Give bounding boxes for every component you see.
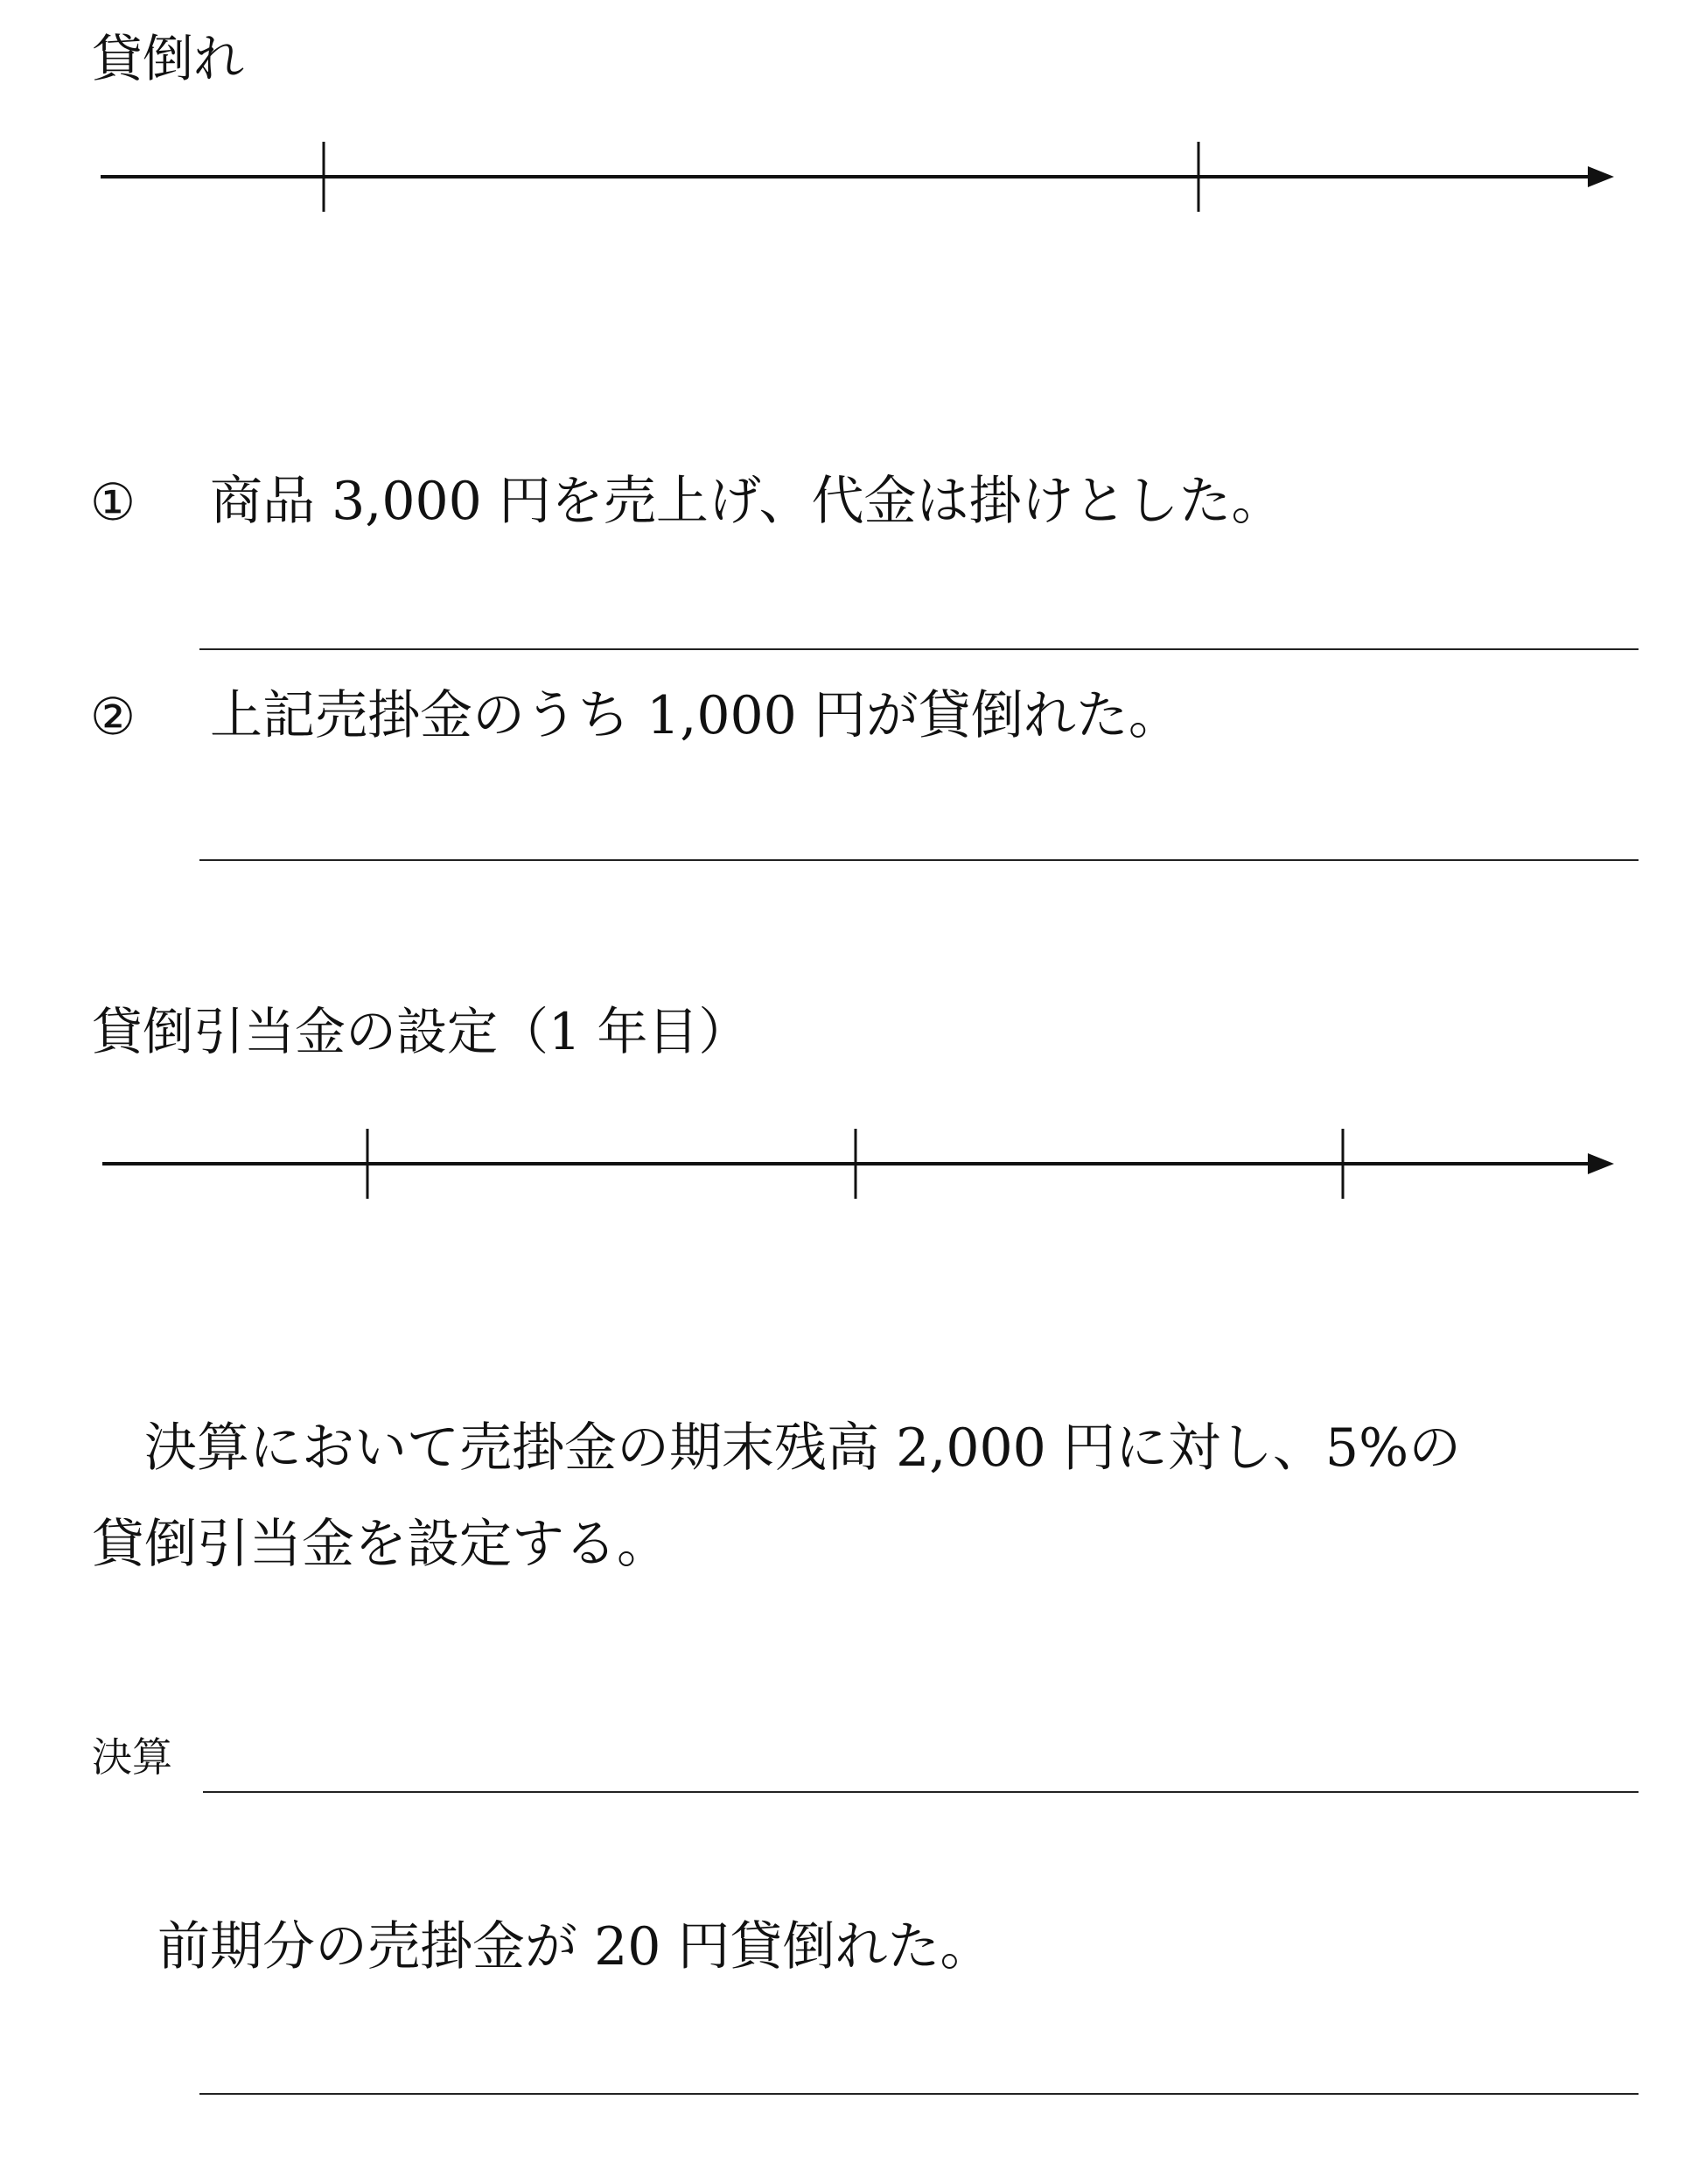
answer-line-prior-period (199, 2093, 1639, 2095)
allowance-paragraph-line2: 貸倒引当金を設定する。 (92, 1514, 669, 1575)
section-title-allowance: 貸倒引当金の設定（1 年目） (92, 1002, 750, 1061)
timeline-allowance (0, 1120, 1705, 1208)
item-marker-1: ① (90, 472, 136, 532)
settlement-label: 決算 (92, 1733, 172, 1781)
item-text-1: 商品 3,000 円を売上げ、代金は掛けとした。 (210, 471, 1284, 532)
answer-line-2 (199, 859, 1639, 861)
prior-period-text: 前期分の売掛金が 20 円貸倒れた。 (157, 1916, 993, 1978)
allowance-paragraph-line1: 決算において売掛金の期末残高 2,000 円に対し、5%の (92, 1418, 1462, 1479)
timeline-bad-debt (0, 131, 1705, 219)
answer-line-1 (199, 648, 1639, 650)
timeline-arrowhead (1588, 1153, 1614, 1174)
answer-line-settlement (203, 1791, 1639, 1793)
item-text-2: 上記売掛金のうち 1,000 円が貸倒れた。 (210, 685, 1181, 746)
section-title-bad-debt: 貸倒れ (92, 29, 245, 88)
item-marker-2: ② (90, 687, 136, 746)
timeline-arrowhead (1588, 166, 1614, 187)
